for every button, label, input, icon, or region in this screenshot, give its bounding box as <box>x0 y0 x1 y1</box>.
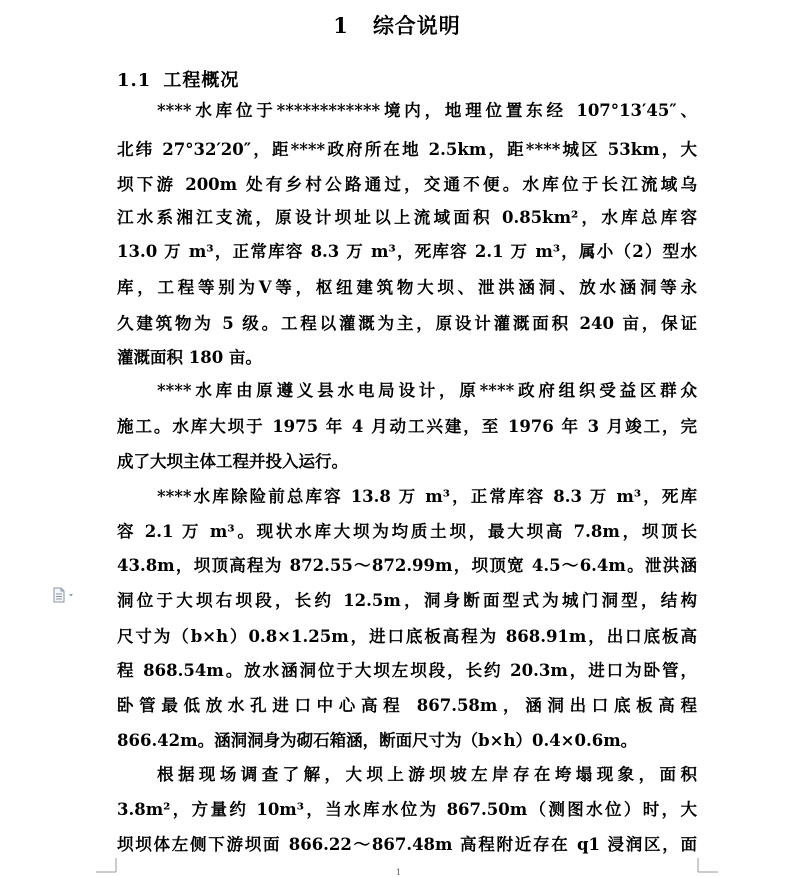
document-note-icon[interactable] <box>52 587 76 603</box>
paragraph-line: 江水系湘江支流，原设计坝址以上流域面积 0.85km²，水库总库容 <box>117 208 697 227</box>
paragraph-line: 施工。水库大坝于 1975 年 4 月动工兴建，至 1976 年 3 月竣工，完 <box>117 417 697 436</box>
paragraph-line: ****水库由原遵义县水电局设计，原****政府组织受益区群众 <box>157 381 697 400</box>
paragraph-line: 根据现场调查了解，大坝上游坝坡左岸存在垮塌现象，面积 <box>157 765 697 784</box>
paragraph-line: 卧管最低放水孔进口中心高程 867.58m，涵洞出口底板高程 <box>117 696 697 715</box>
paragraph-line: 洞位于大坝右坝段，长约 12.5m，洞身断面型式为城门洞型，结构 <box>117 591 697 610</box>
page-number: 1 <box>396 868 402 877</box>
paragraph-line: 43.8m，坝顶高程为 872.55～872.99m，坝顶宽 4.5～6.4m。泄洪涵 <box>117 556 697 575</box>
paragraph-line: 坝下游 200m 处有乡村公路通过，交通不便。水库位于长江流域乌 <box>117 175 697 194</box>
paragraph-line: 3.8m²，方量约 10m³，当水库水位为 867.50m（测图水位）时，大 <box>117 800 697 819</box>
paragraph-line: 程 868.54m。放水涵洞位于大坝左坝段，长约 20.3m，进口为卧管， <box>117 661 697 680</box>
paragraph-line: ****水库位于************境内，地理位置东经 107°13′45″、 <box>157 101 697 120</box>
paragraph-line: 尺寸为（b×h）0.8×1.25m，进口底板高程为 868.91m，出口底板高 <box>117 627 697 646</box>
paragraph-line: 灌溉面积 180 亩。 <box>117 348 262 367</box>
chapter-title <box>0 10 794 40</box>
section-title-text: 工程概况 <box>163 70 240 91</box>
paragraph-line: 坝坝体左侧下游坝面 866.22～867.48m 高程附近存在 q1 浸润区，面 <box>117 835 697 854</box>
paragraph-line: 久建筑物为 5 级。工程以灌溉为主，原设计灌溉面积 240 亩，保证 <box>117 314 697 333</box>
chapter-number: 1 <box>333 13 349 38</box>
chapter-title-text: 综合说明 <box>372 13 461 38</box>
paragraph-line: 容 2.1 万 m³。现状水库大坝为均质土坝，最大坝高 7.8m，坝顶长 <box>117 522 697 541</box>
section-number: 1.1 <box>117 70 152 91</box>
paragraph-line: 13.0 万 m³，正常库容 8.3 万 m³，死库容 2.1 万 m³，属小（2）型水 <box>117 242 697 261</box>
crop-mark-bottom-right <box>694 858 718 876</box>
paragraph-line: 北纬 27°32′20″，距****政府所在地 2.5km，距****城区 53km，大 <box>117 140 697 159</box>
paragraph-line: 成了大坝主体工程并投入运行。 <box>117 452 348 471</box>
paragraph-line: ****水库除险前总库容 13.8 万 m³，正常库容 8.3 万 m³，死库 <box>157 487 697 506</box>
paragraph-line: 866.42m。涵洞洞身为砌石箱涵，断面尺寸为（b×h）0.4×0.6m。 <box>117 731 638 750</box>
crop-mark-bottom-left <box>96 858 120 876</box>
section-title <box>117 66 239 92</box>
paragraph-line: 库，工程等别为Ⅴ等，枢纽建筑物大坝、泄洪涵洞、放水涵洞等永 <box>117 278 697 297</box>
